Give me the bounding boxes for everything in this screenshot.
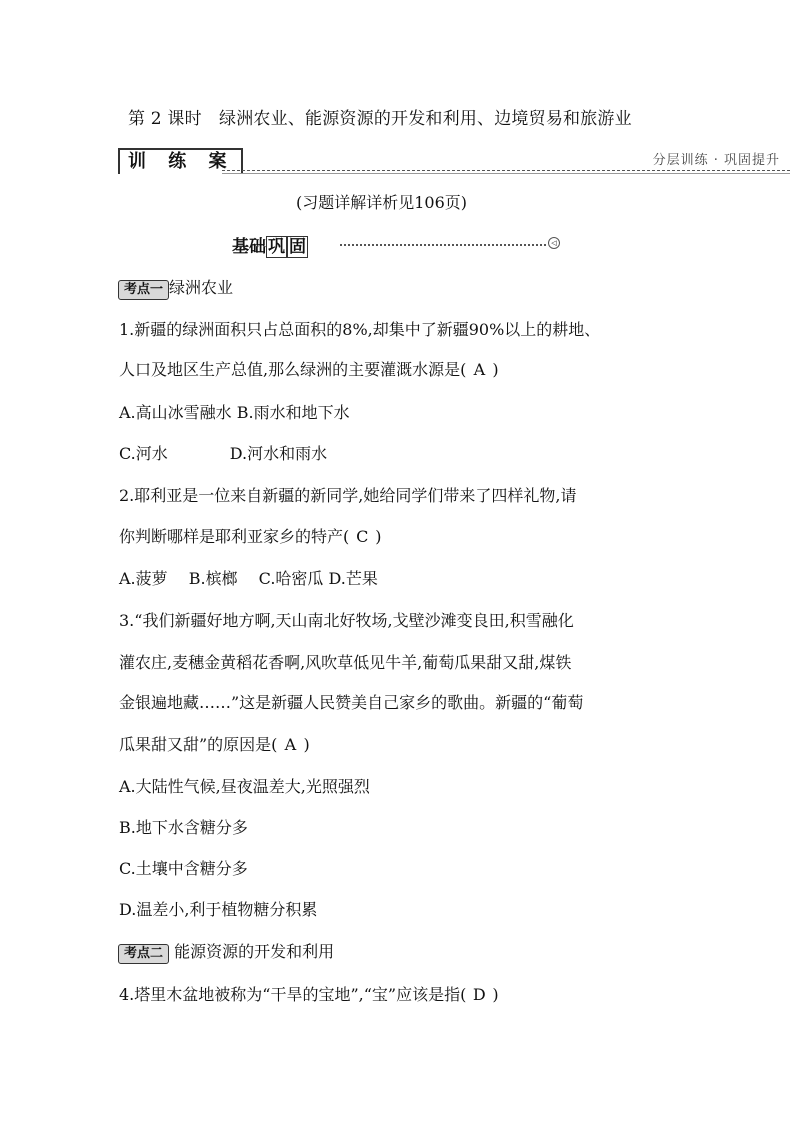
lesson-title: 第 2 课时 绿洲农业、能源资源的开发和利用、边境贸易和旅游业 [128,109,632,129]
q3-text-line: 灌农庄,麦穗金黄稻花香啊,风吹草低见牛羊,葡萄瓜果甜又甜,煤铁 [119,653,572,672]
q1-answer: A [473,360,486,379]
q1-text-line: 1.新疆的绿洲面积只占总面积的8%,却集中了新疆90%以上的耕地、 [119,320,601,339]
section-title-part: 基础 [232,237,266,257]
topic-title: 绿洲农业 [169,278,234,297]
q2-stem: 你判断哪样是耶利亚家乡的特产( [119,527,350,546]
q3-stem: 瓜果甜又甜”的原因是( [119,735,278,754]
section-title-boxed-char: 巩 [268,237,285,257]
q2-close-paren: ) [375,527,382,546]
topic-title: 能源资源的开发和利用 [174,942,335,961]
q1-options-line: A.高山冰雪融水 B.雨水和地下水 [119,403,350,422]
q2-text-line: 2.耶利亚是一位来自新疆的新同学,她给同学们带来了四样礼物,请 [119,486,577,505]
q4-stem-line [119,982,499,1005]
section-end-icon: ◁ [548,237,560,249]
q3-option-a: A.大陆性气候,昼夜温差大,光照强烈 [119,777,370,796]
topic-badge: 考点一 [118,280,169,300]
q4-stem: 4.塔里木盆地被称为“干旱的宝地”,“宝”应该是指( [119,985,467,1004]
section-title-boxed-char: 固 [289,237,306,257]
q3-option-b: B.地下水含糖分多 [119,818,248,837]
q3-answer: A [284,735,297,754]
q4-close-paren: ) [492,985,499,1004]
q3-option-d: D.温差小,利于植物糖分积累 [119,900,318,919]
banner-label: 训 练 案 [118,148,243,174]
training-banner [118,148,790,174]
q2-answer: C [356,527,369,546]
q3-close-paren: ) [303,735,310,754]
section-header [232,232,562,256]
topic-heading-1 [118,275,233,300]
banner-slogan: 分层训练 · 巩固提升 [652,153,780,168]
q1-options-line [119,441,327,464]
section-title [232,232,308,257]
banner-divider-solid [222,173,790,174]
q1-close-paren: ) [492,360,499,379]
q1-option-d: D.河水和雨水 [229,444,328,463]
section-dotted-line [340,244,546,246]
q1-stem-line [119,357,499,380]
q1-stem: 人口及地区生产总值,那么绿洲的主要灌溉水源是( [119,360,467,379]
q3-stem-line [119,732,310,755]
q4-answer: D [472,985,486,1004]
topic-heading-2 [118,939,334,964]
answer-reference-note: (习题详解详析见106页) [296,193,468,212]
q2-stem-line [119,524,382,547]
banner-divider [222,170,790,171]
q1-option-c: C.河水 [119,444,168,463]
q3-option-c: C.土壤中含糖分多 [119,859,248,878]
q2-options-line: A.菠萝 B.槟榔 C.哈密瓜 D.芒果 [119,569,378,588]
topic-badge: 考点二 [118,944,169,964]
q3-text-line: 3.“我们新疆好地方啊,天山南北好牧场,戈壁沙滩变良田,积雪融化 [119,611,574,630]
q3-text-line: 金银遍地藏……”这是新疆人民赞美自己家乡的歌曲。新疆的“葡萄 [119,693,584,712]
